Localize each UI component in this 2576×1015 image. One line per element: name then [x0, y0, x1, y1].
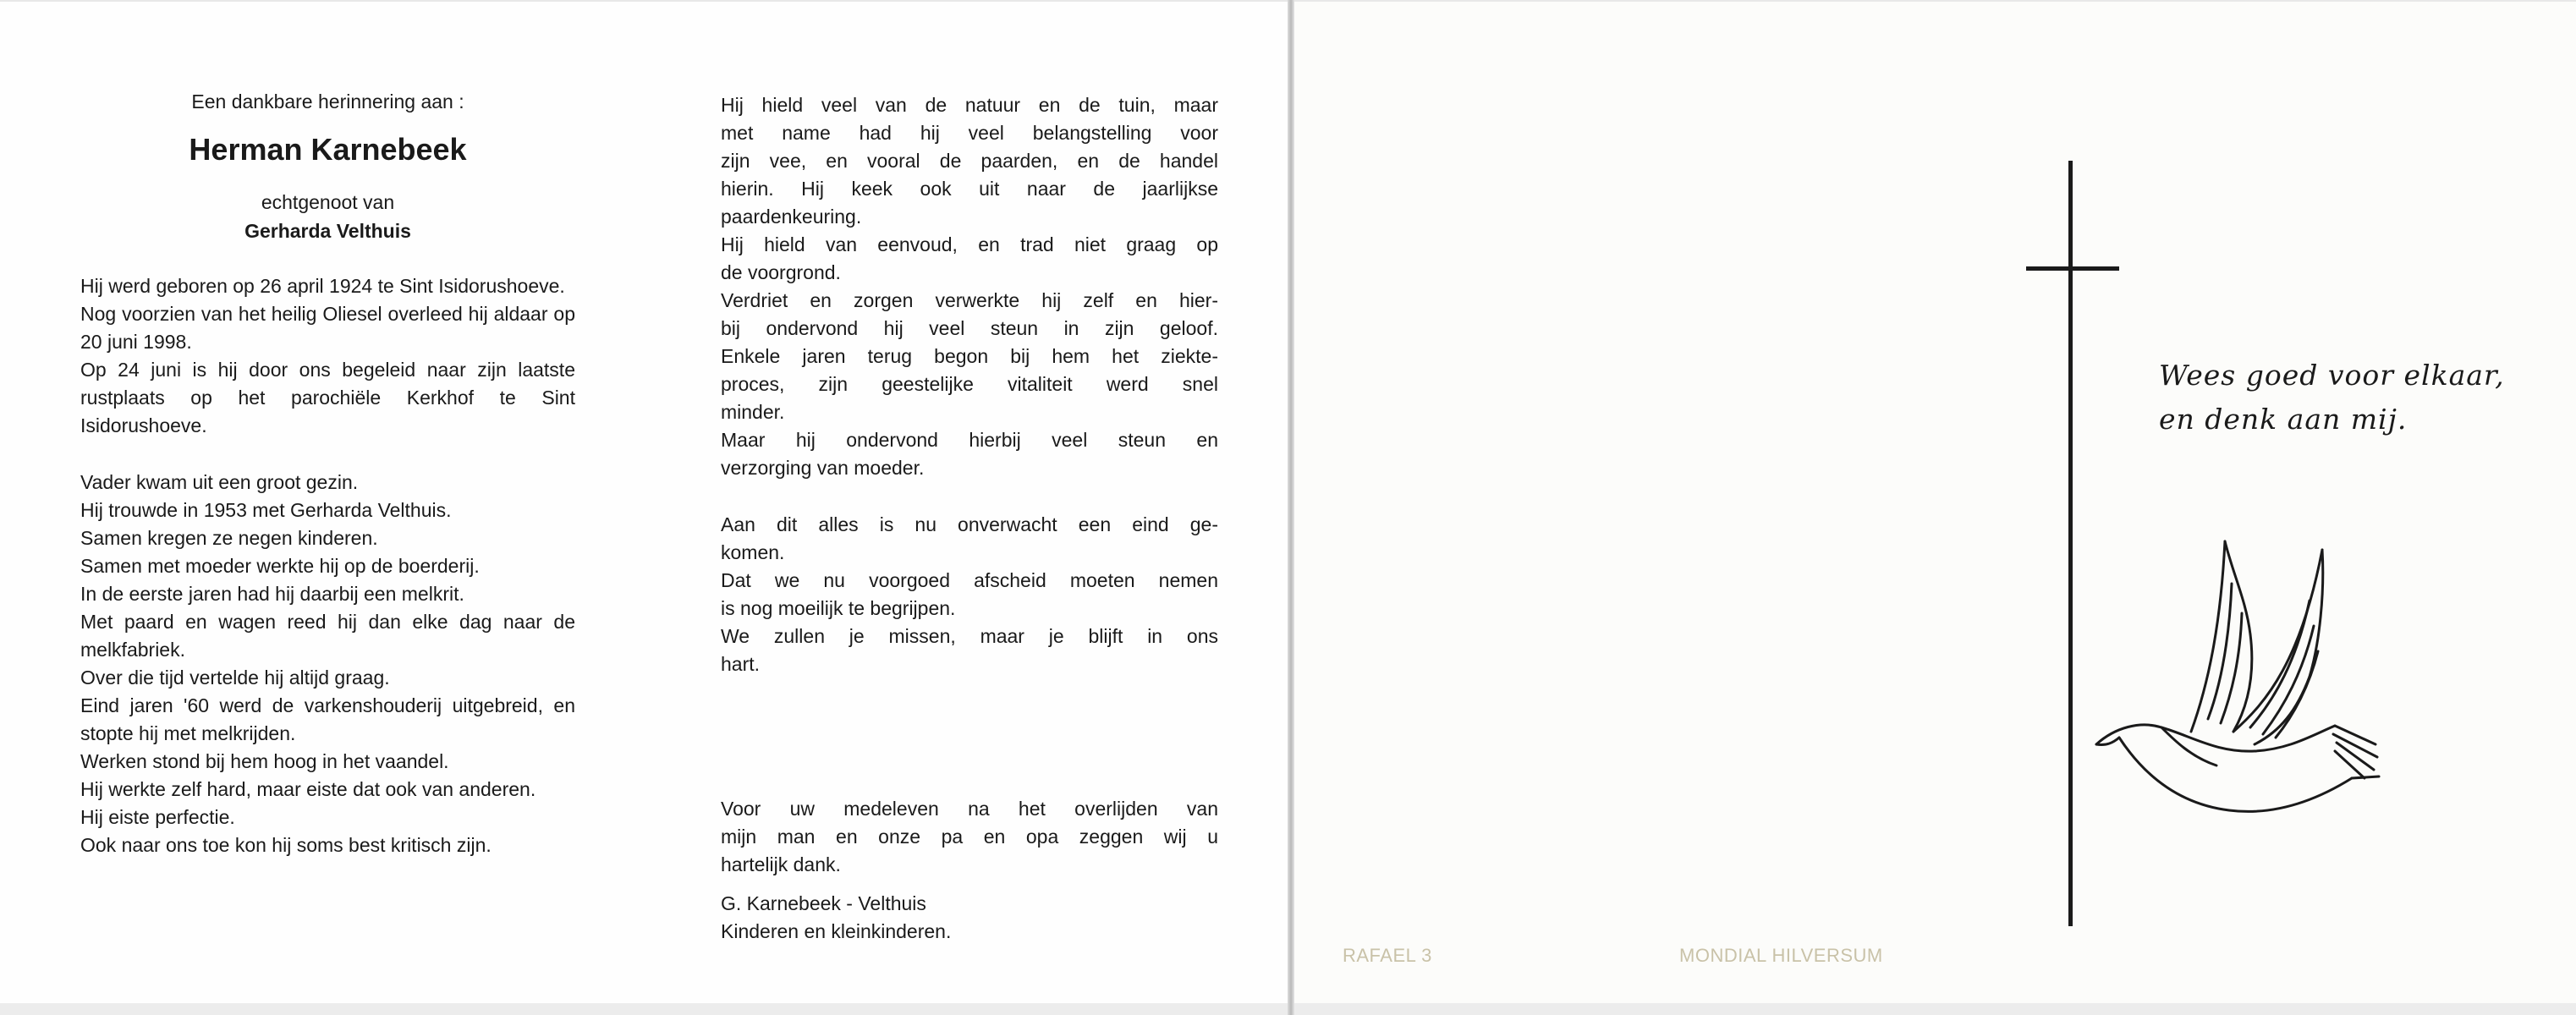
paragraph-line: hart. — [721, 653, 761, 675]
motto-line: Wees goed voor elkaar, — [2159, 359, 2505, 392]
paragraph-line: is nog moeilijk te begrijpen. — [721, 597, 956, 619]
paragraph-line: Hij hield veel van de natuur en de tuin, maar — [721, 94, 1218, 116]
paragraph-line: Hij trouwde in 1953 met Gerharda Velthuis. — [80, 499, 452, 521]
paragraph-line: Maar hij ondervond hierbij veel steun en — [721, 429, 1218, 451]
card-fold — [1288, 0, 1294, 1015]
paragraph-line: met name had hij veel belangstelling voor — [721, 122, 1218, 144]
paragraph-line: proces, zijn geestelijke vitaliteit werd snel — [721, 373, 1218, 395]
paragraph-line: zijn vee, en vooral de paarden, en de handel — [721, 150, 1218, 172]
spouse-label: echtgenoot van — [261, 191, 395, 213]
print-mark-left: RAFAEL 3 — [1343, 945, 1432, 966]
paragraph-line: Vader kwam uit een groot gezin. — [80, 471, 359, 493]
thanks-line: mijn man en onze pa en opa zeggen wij u — [721, 826, 1218, 848]
paragraph-line: We zullen je missen, maar je blijft in ons — [721, 625, 1218, 647]
print-mark-right: MONDIAL HILVERSUM — [1679, 945, 1883, 966]
signature-family: Kinderen en kleinkinderen. — [721, 920, 952, 942]
dove-icon — [2081, 524, 2386, 829]
spouse-name: Gerharda Velthuis — [244, 220, 411, 242]
paragraph-line: Samen kregen ze negen kinderen. — [80, 527, 378, 549]
thanks-line: Voor uw medeleven na het overlijden van — [721, 798, 1218, 820]
text-column-1 — [80, 85, 575, 859]
paragraph-line: Ook naar ons toe kon hij soms best kritisch zijn. — [80, 834, 492, 856]
paragraph-line: Eind jaren '60 werd de varkenshouderij uitgebreid, en stopte hij met melkrijden. — [80, 694, 575, 744]
thanks-text — [721, 795, 1218, 879]
paragraph-line: Aan dit alles is nu onverwacht een eind ge- — [721, 513, 1218, 535]
intro-text: Een dankbare herinnering aan : — [191, 91, 464, 112]
paragraph-line: In de eerste jaren had hij daarbij een melkrit. — [80, 583, 464, 605]
paragraph-line: Dat we nu voorgoed afscheid moeten nemen — [721, 569, 1218, 591]
paragraph-line: Over die tijd vertelde hij altijd graag. — [80, 667, 390, 689]
paragraph-line: minder. — [721, 401, 785, 423]
paragraph-line: Hij werd geboren op 26 april 1924 te Sint Isidorushoeve. — [80, 275, 565, 297]
paragraph-line: komen. — [721, 541, 785, 563]
paragraph-line: bij ondervond hij veel steun in zijn geloof. — [721, 317, 1218, 339]
paragraph-line: Met paard en wagen reed hij dan elke dag naar de melkfabriek. — [80, 611, 575, 661]
paragraph-line: Hij eiste perfectie. — [80, 806, 235, 828]
paragraph-line: Hij hield van eenvoud, en trad niet graag op — [721, 233, 1218, 255]
card-front-right — [1293, 0, 2576, 1015]
paragraph-line: Verdriet en zorgen verwerkte hij zelf en hier- — [721, 289, 1218, 311]
paragraph-line: Op 24 juni is hij door ons begeleid naar zijn laatste rustplaats op het parochiële Kerkhof te Sint Isidorushoeve. — [80, 359, 575, 436]
paragraph-line: Samen met moeder werkte hij op de boerderij. — [80, 555, 480, 577]
motto — [2159, 354, 2531, 442]
thanks-line: hartelijk dank. — [721, 853, 841, 875]
paragraph-line: verzorging van moeder. — [721, 457, 925, 479]
motto-line: en denk aan mij. — [2159, 403, 2408, 436]
paragraph-line: paardenkeuring. — [721, 206, 862, 228]
paragraph-line: Nog voorzien van het heilig Oliesel overleed hij aldaar op 20 juni 1998. — [80, 303, 575, 353]
deceased-name: Herman Karnebeek — [189, 132, 467, 167]
paragraph-line: Werken stond bij hem hoog in het vaandel. — [80, 750, 449, 772]
signature-block — [721, 890, 1218, 946]
paragraph-line: Hij werkte zelf hard, maar eiste dat ook van anderen. — [80, 778, 536, 800]
text-column-2 — [721, 91, 1218, 678]
paragraph-line: Enkele jaren terug begon bij hem het ziekte- — [721, 345, 1218, 367]
paragraph-line: hierin. Hij keek ook uit naar de jaarlijkse — [721, 178, 1218, 200]
paragraph-line: de voorgrond. — [721, 261, 841, 283]
signature-name: G. Karnebeek - Velthuis — [721, 892, 926, 914]
